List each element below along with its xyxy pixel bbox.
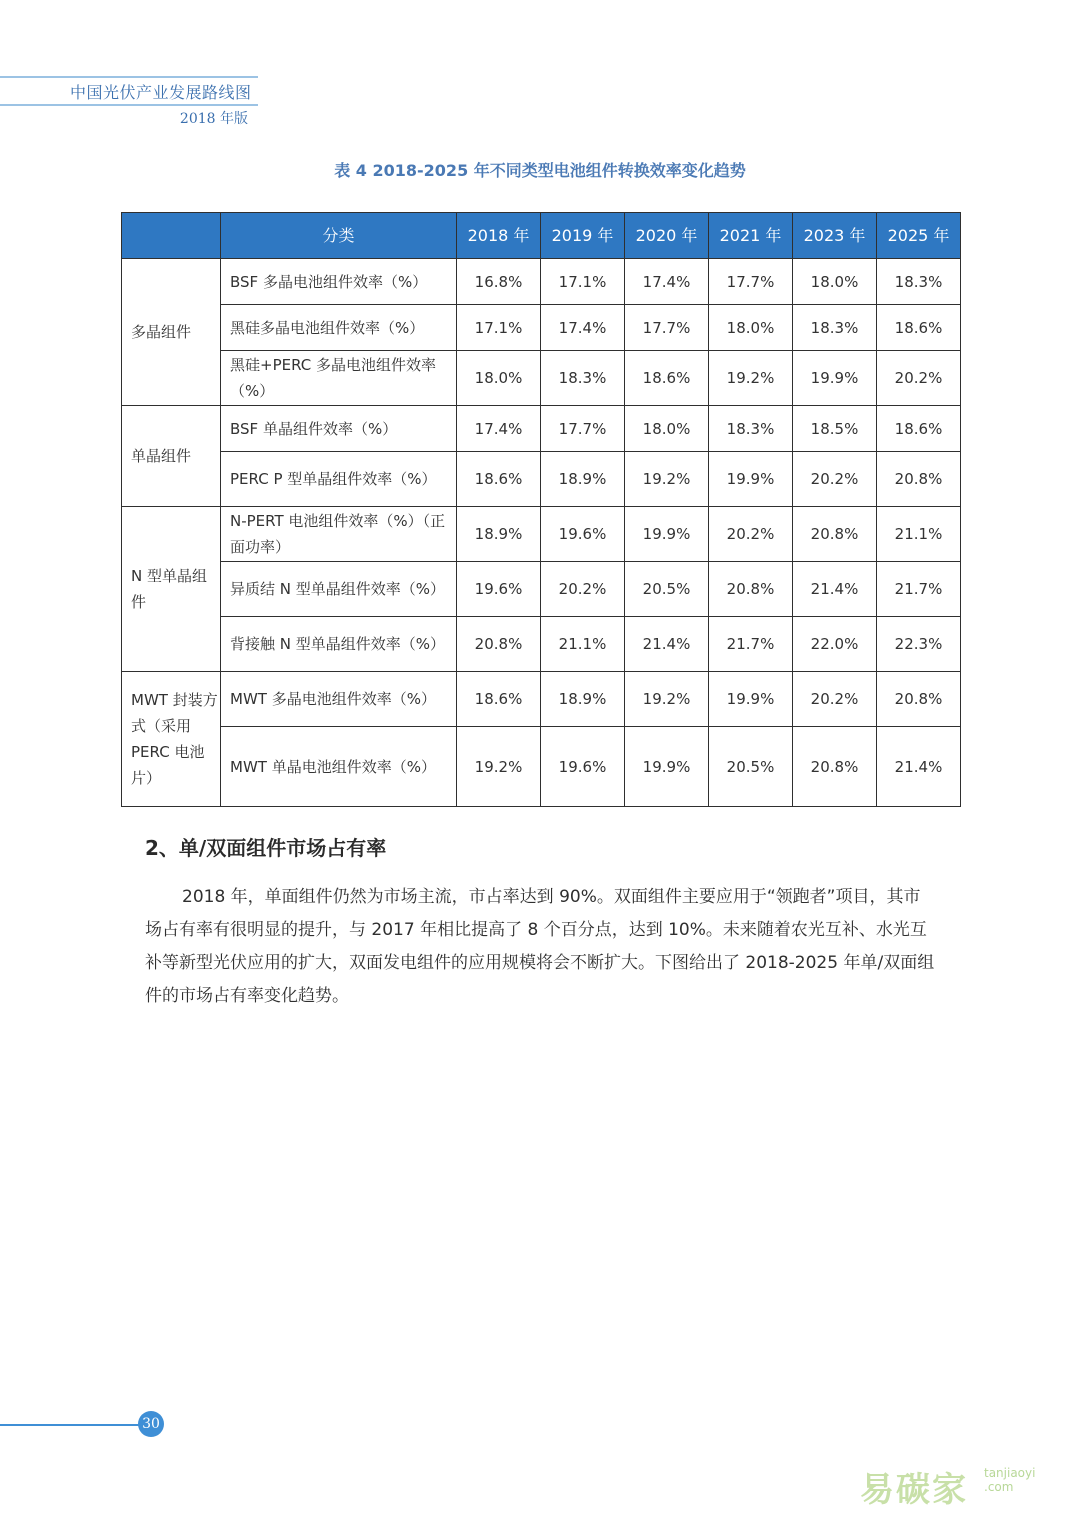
table-row bbox=[122, 727, 961, 807]
value-cell: 17.1% bbox=[457, 305, 541, 351]
value-cell: 17.4% bbox=[541, 305, 625, 351]
table-row bbox=[122, 562, 961, 617]
value-cell: 22.0% bbox=[793, 617, 877, 672]
value-cell: 20.8% bbox=[793, 727, 877, 807]
report-title: 中国光伏产业发展路线图 bbox=[70, 83, 252, 102]
value-cell: 19.2% bbox=[457, 727, 541, 807]
body-paragraph: 2018 年，单面组件仍然为市场主流，市占率达到 90%。双面组件主要应用于“领跑者”项目，其市场占有率有很明显的提升，与 2017 年相比提高了 8 个百分点，达到 10%。未来随着农光互补、水光互补等新型光伏应用的扩大，双面发电组件的应用规模将会不断扩大。下图给出了 2018-2025 年单/双面组件的市场占有率变化趋势。 bbox=[145, 887, 935, 1006]
value-cell: 19.9% bbox=[625, 727, 709, 807]
value-cell: 17.7% bbox=[541, 406, 625, 452]
row-label: 背接触 N 型单晶组件效率（%） bbox=[221, 617, 457, 672]
header-rule-bottom bbox=[0, 104, 258, 106]
row-label: 异质结 N 型单晶组件效率（%） bbox=[221, 562, 457, 617]
value-cell: 18.0% bbox=[709, 305, 793, 351]
table-caption: 表 4 2018-2025 年不同类型电池组件转换效率变化趋势 bbox=[334, 161, 746, 180]
value-cell: 18.3% bbox=[709, 406, 793, 452]
group-label: N 型单晶组件 bbox=[122, 507, 221, 672]
table-row bbox=[122, 305, 961, 351]
value-cell: 19.6% bbox=[541, 507, 625, 562]
table-row bbox=[122, 259, 961, 305]
value-cell: 18.9% bbox=[457, 507, 541, 562]
value-cell: 20.2% bbox=[877, 351, 961, 406]
value-cell: 19.2% bbox=[709, 351, 793, 406]
value-cell: 18.6% bbox=[457, 672, 541, 727]
value-cell: 17.1% bbox=[541, 259, 625, 305]
column-header: 2023 年 bbox=[793, 213, 877, 259]
section-heading: 2、单/双面组件市场占有率 bbox=[145, 836, 387, 860]
row-label: MWT 单晶电池组件效率（%） bbox=[221, 727, 457, 807]
column-header: 2020 年 bbox=[625, 213, 709, 259]
value-cell: 18.3% bbox=[541, 351, 625, 406]
watermark-brand: 易碳家 bbox=[860, 1470, 968, 1510]
value-cell: 20.8% bbox=[457, 617, 541, 672]
row-label: BSF 单晶组件效率（%） bbox=[221, 406, 457, 452]
row-label: 黑硅+PERC 多晶电池组件效率（%） bbox=[221, 351, 457, 406]
column-header: 2019 年 bbox=[541, 213, 625, 259]
efficiency-table bbox=[121, 212, 961, 807]
value-cell: 21.1% bbox=[541, 617, 625, 672]
value-cell: 19.2% bbox=[625, 452, 709, 507]
value-cell: 19.6% bbox=[457, 562, 541, 617]
value-cell: 17.4% bbox=[457, 406, 541, 452]
value-cell: 21.7% bbox=[877, 562, 961, 617]
row-label: 黑硅多晶电池组件效率（%） bbox=[221, 305, 457, 351]
value-cell: 19.9% bbox=[709, 452, 793, 507]
group-label: 单晶组件 bbox=[122, 406, 221, 507]
value-cell: 20.8% bbox=[793, 507, 877, 562]
row-label: N-PERT 电池组件效率（%）（正面功率） bbox=[221, 507, 457, 562]
value-cell: 17.4% bbox=[625, 259, 709, 305]
group-label: MWT 封装方式（采用 PERC 电池片） bbox=[122, 672, 221, 807]
value-cell: 21.4% bbox=[793, 562, 877, 617]
value-cell: 20.2% bbox=[709, 507, 793, 562]
value-cell: 19.9% bbox=[709, 672, 793, 727]
watermark-domain-bottom: .com bbox=[984, 1480, 1014, 1494]
footer-rule bbox=[0, 1424, 140, 1426]
value-cell: 18.3% bbox=[793, 305, 877, 351]
value-cell: 21.4% bbox=[877, 727, 961, 807]
table-row bbox=[122, 617, 961, 672]
table-row bbox=[122, 351, 961, 406]
value-cell: 16.8% bbox=[457, 259, 541, 305]
table-header-row bbox=[122, 213, 961, 259]
table-row bbox=[122, 406, 961, 452]
body-text bbox=[145, 881, 935, 1013]
value-cell: 18.6% bbox=[457, 452, 541, 507]
watermark-domain-top: tanjiaoyi bbox=[984, 1466, 1036, 1480]
value-cell: 19.9% bbox=[793, 351, 877, 406]
value-cell: 19.6% bbox=[541, 727, 625, 807]
row-label: PERC P 型单晶组件效率（%） bbox=[221, 452, 457, 507]
group-label: 多晶组件 bbox=[122, 259, 221, 406]
header-blank-cell bbox=[122, 213, 221, 259]
value-cell: 17.7% bbox=[709, 259, 793, 305]
watermark-domain bbox=[984, 1466, 1035, 1494]
value-cell: 20.8% bbox=[709, 562, 793, 617]
value-cell: 19.2% bbox=[625, 672, 709, 727]
value-cell: 18.0% bbox=[793, 259, 877, 305]
value-cell: 20.2% bbox=[793, 452, 877, 507]
value-cell: 21.1% bbox=[877, 507, 961, 562]
value-cell: 18.6% bbox=[877, 406, 961, 452]
column-header: 2025 年 bbox=[877, 213, 961, 259]
value-cell: 18.0% bbox=[457, 351, 541, 406]
column-header: 分类 bbox=[221, 213, 457, 259]
value-cell: 22.3% bbox=[877, 617, 961, 672]
value-cell: 18.3% bbox=[877, 259, 961, 305]
value-cell: 19.9% bbox=[625, 507, 709, 562]
value-cell: 18.5% bbox=[793, 406, 877, 452]
value-cell: 21.4% bbox=[625, 617, 709, 672]
value-cell: 20.2% bbox=[541, 562, 625, 617]
column-header: 2018 年 bbox=[457, 213, 541, 259]
value-cell: 20.8% bbox=[877, 452, 961, 507]
value-cell: 20.5% bbox=[709, 727, 793, 807]
value-cell: 18.6% bbox=[877, 305, 961, 351]
value-cell: 20.8% bbox=[877, 672, 961, 727]
watermark-logo bbox=[860, 1462, 1070, 1508]
column-header: 2021 年 bbox=[709, 213, 793, 259]
value-cell: 17.7% bbox=[625, 305, 709, 351]
report-edition: 2018 年版 bbox=[179, 111, 248, 127]
value-cell: 18.6% bbox=[625, 351, 709, 406]
value-cell: 18.0% bbox=[625, 406, 709, 452]
page-number: 30 bbox=[138, 1411, 164, 1437]
table-row bbox=[122, 507, 961, 562]
value-cell: 20.2% bbox=[793, 672, 877, 727]
value-cell: 20.5% bbox=[625, 562, 709, 617]
row-label: MWT 多晶电池组件效率（%） bbox=[221, 672, 457, 727]
header-rule-top bbox=[0, 76, 258, 78]
value-cell: 21.7% bbox=[709, 617, 793, 672]
value-cell: 18.9% bbox=[541, 452, 625, 507]
table-row bbox=[122, 672, 961, 727]
table-row bbox=[122, 452, 961, 507]
value-cell: 18.9% bbox=[541, 672, 625, 727]
row-label: BSF 多晶电池组件效率（%） bbox=[221, 259, 457, 305]
